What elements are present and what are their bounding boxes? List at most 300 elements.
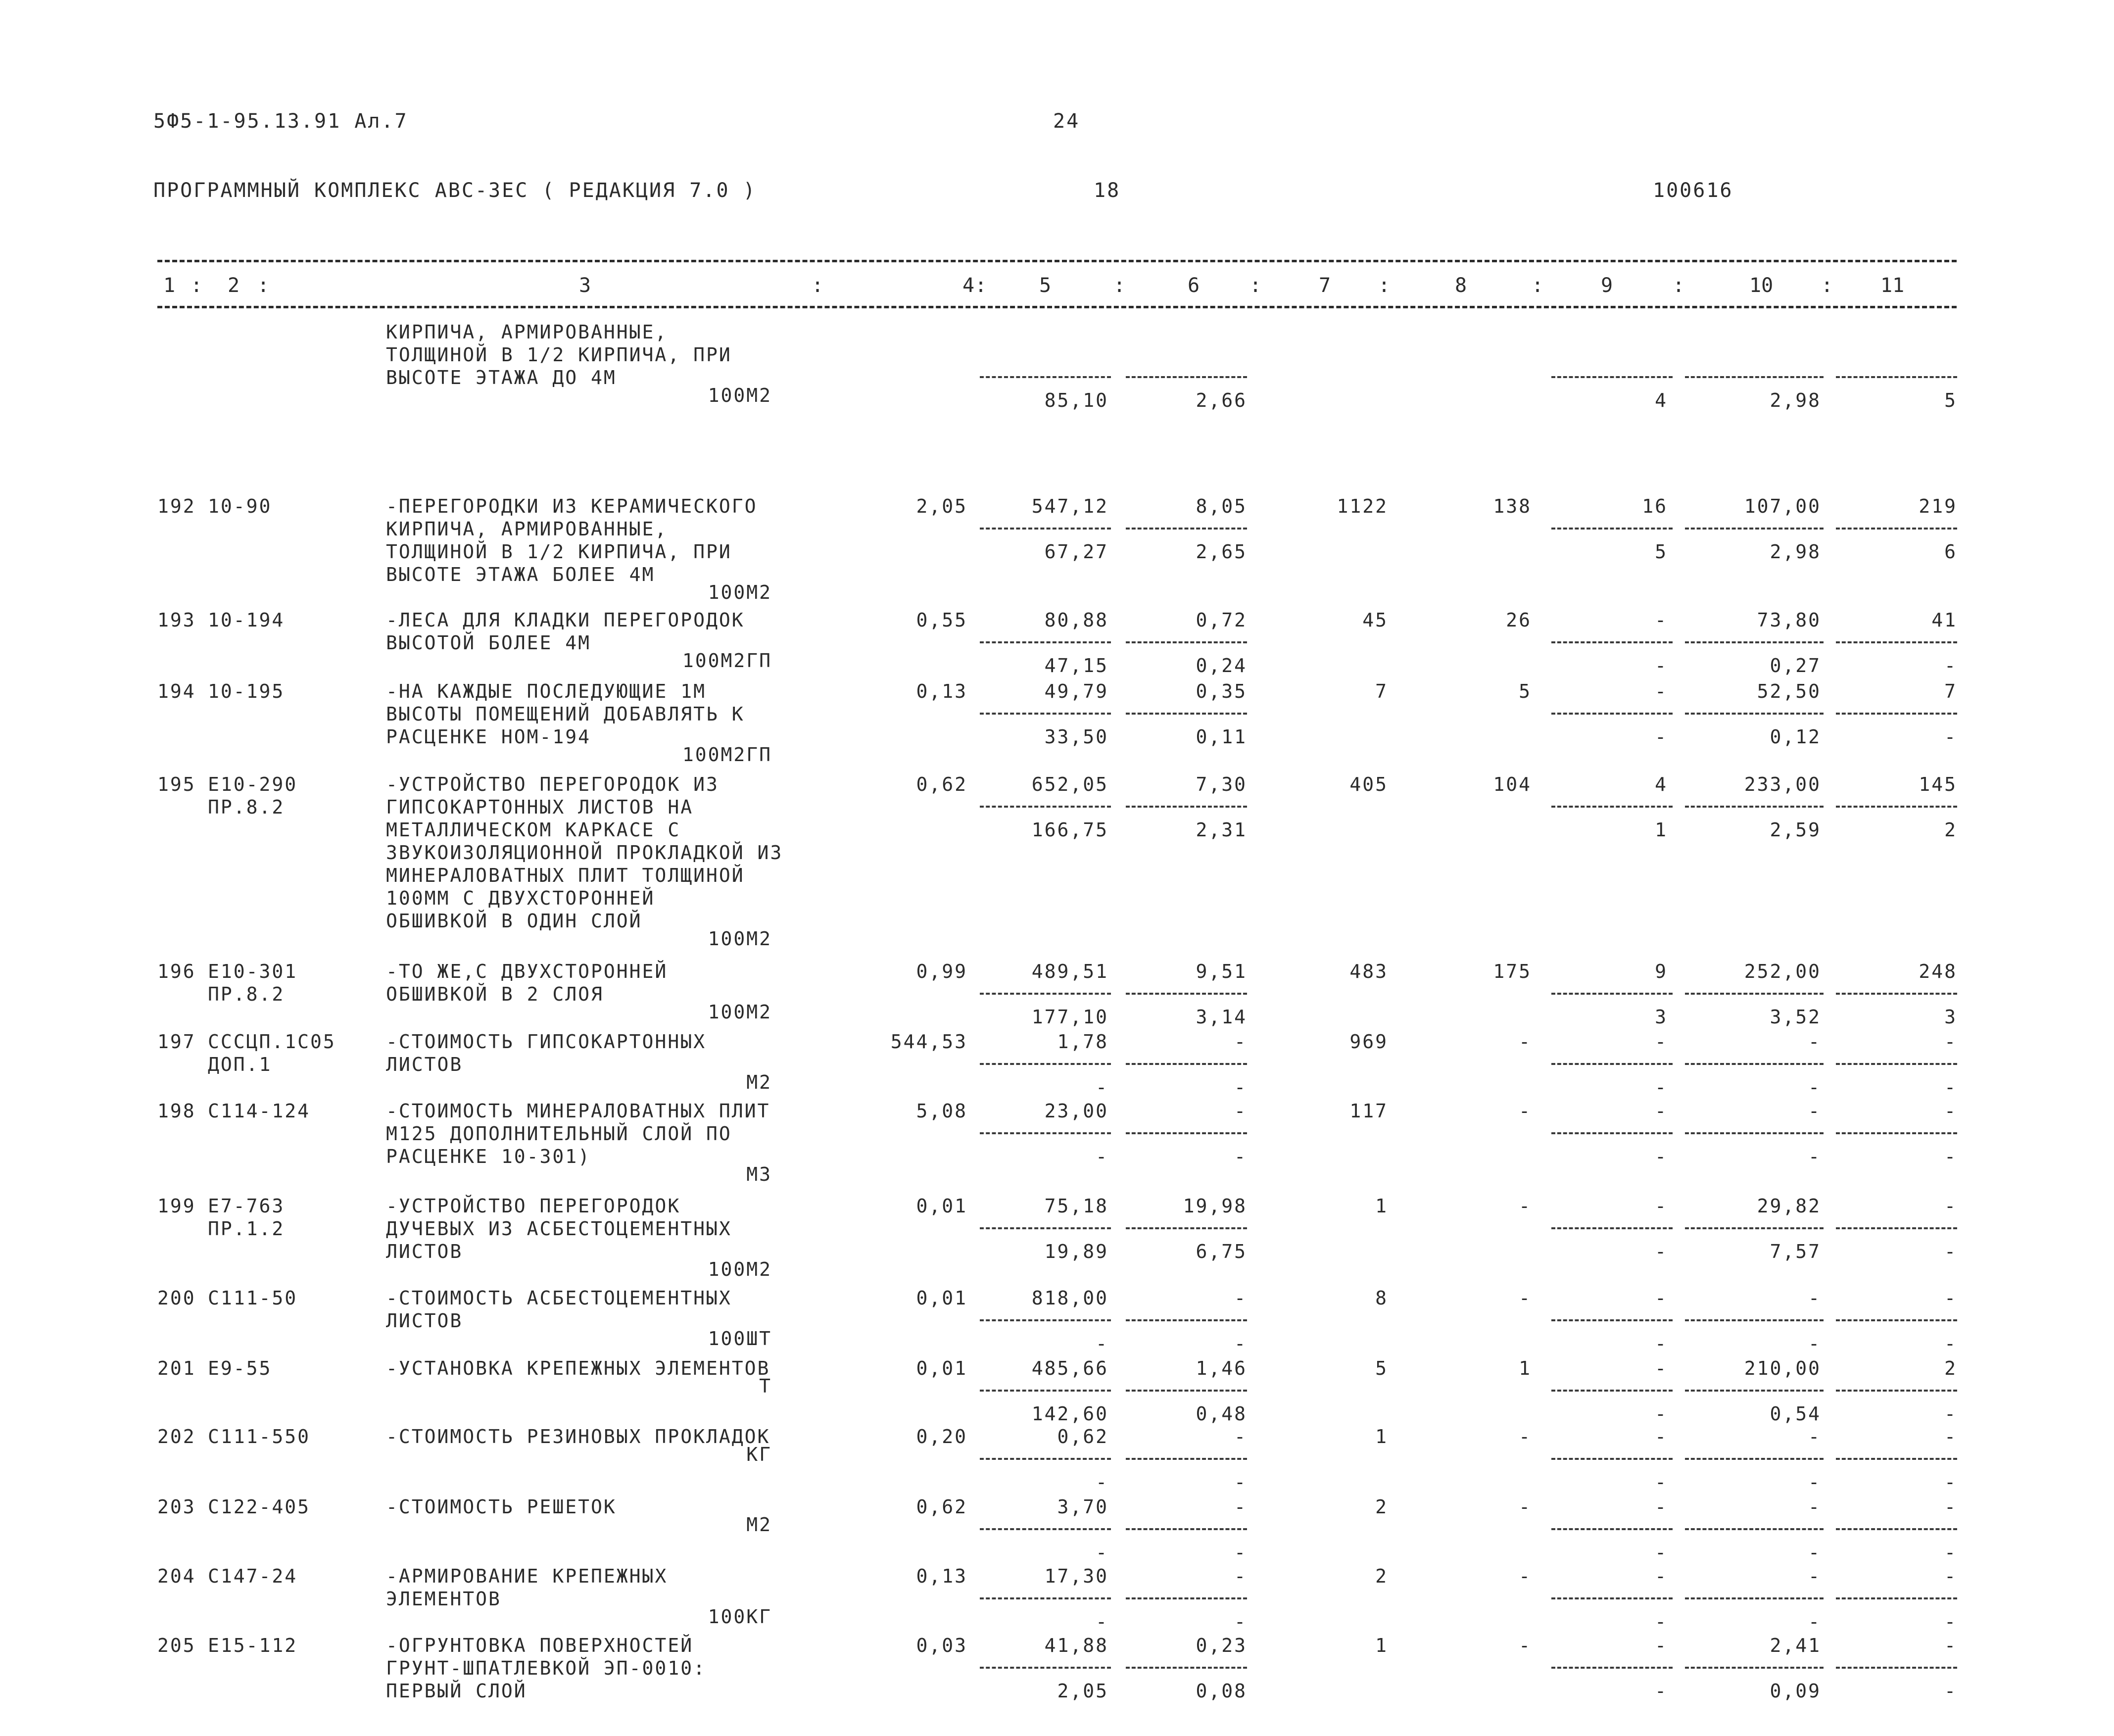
row-code: 10-194 xyxy=(208,609,285,631)
column-number-1: 1 xyxy=(163,274,176,297)
labor-value: 2,41 xyxy=(1770,1635,1821,1656)
total-wage-value: 175 xyxy=(1493,961,1532,982)
quantity-value: 0,62 xyxy=(916,1496,967,1518)
divider-c5 xyxy=(980,1667,1111,1669)
divider-c9 xyxy=(1551,1227,1673,1229)
total-labor-value: - xyxy=(1944,1426,1957,1447)
total-labor-sub-value: - xyxy=(1944,1146,1957,1167)
column-separator: : xyxy=(1378,274,1391,297)
divider-c10 xyxy=(1685,806,1824,808)
divider-c5 xyxy=(980,641,1111,643)
divider-c11 xyxy=(1836,1528,1957,1530)
row-description-line: КИРПИЧА, АРМИРОВАННЫЕ, xyxy=(386,518,668,540)
row-code: 10-90 xyxy=(208,495,272,517)
divider-c5 xyxy=(980,713,1111,715)
machine-value: - xyxy=(1655,609,1668,631)
labor-sub-value: - xyxy=(1808,1471,1821,1493)
divider-c5 xyxy=(980,1458,1111,1460)
total-wage-value: - xyxy=(1519,1195,1532,1217)
row-description-line: РАСЦЕНКЕ НОМ-194 xyxy=(386,726,591,748)
row-description-line: ВЫСОТЫ ПОМЕЩЕНИЙ ДОБАВЛЯТЬ К xyxy=(386,703,745,725)
row-description-line: ПЕРВЫЙ СЛОЙ xyxy=(386,1680,527,1702)
column-separator: : xyxy=(1673,274,1685,297)
wage-value: - xyxy=(1234,1496,1247,1518)
table-top-rule xyxy=(157,260,1957,262)
total-cost-value: 1122 xyxy=(1337,495,1388,517)
labor-sub-value: 2,98 xyxy=(1770,541,1821,563)
unit-cost-sub-value: - xyxy=(1096,1333,1108,1354)
row-unit: 100М2ГП xyxy=(682,744,772,766)
divider-c5 xyxy=(980,1227,1111,1229)
divider-c10 xyxy=(1685,1458,1824,1460)
machine-value: - xyxy=(1655,680,1668,702)
unit-cost-sub-value: - xyxy=(1096,1611,1108,1633)
row-number: 196 xyxy=(157,961,196,982)
row-number: 201 xyxy=(157,1357,196,1379)
divider-c9 xyxy=(1551,528,1673,530)
machine-value: - xyxy=(1655,1031,1668,1053)
divider-c11 xyxy=(1836,806,1957,808)
wage-value: 7,30 xyxy=(1196,773,1247,795)
row-number: 200 xyxy=(157,1287,196,1309)
machine-sub-value: - xyxy=(1655,1241,1668,1262)
labor-sub-value: 0,54 xyxy=(1770,1403,1821,1425)
row-code: С122-405 xyxy=(208,1496,311,1518)
divider-c11 xyxy=(1836,1227,1957,1229)
divider-c9 xyxy=(1551,1132,1673,1134)
divider-c6 xyxy=(1126,1667,1247,1669)
quantity-value: 2,05 xyxy=(916,495,967,517)
divider-c9 xyxy=(1551,713,1673,715)
unit-cost-value: 80,88 xyxy=(1044,609,1108,631)
labor-value: 252,00 xyxy=(1744,961,1821,982)
column-number-6: 6 xyxy=(1188,274,1200,297)
row-description-line: -СТОИМОСТЬ МИНЕРАЛОВАТНЫХ ПЛИТ xyxy=(386,1100,770,1122)
row-description-line: -ЛЕСА ДЛЯ КЛАДКИ ПЕРЕГОРОДОК xyxy=(386,609,745,631)
row-code: С111-550 xyxy=(208,1426,311,1447)
wage-value: - xyxy=(1234,1426,1247,1447)
total-labor-value: 145 xyxy=(1919,773,1957,795)
total-labor-value: - xyxy=(1944,1565,1957,1587)
wage-sub-value: 2,31 xyxy=(1196,819,1247,841)
row-unit: 100М2 xyxy=(708,385,772,406)
column-separator: : xyxy=(1821,274,1833,297)
row-description-line: -СТОИМОСТЬ АСБЕСТОЦЕМЕНТНЫХ xyxy=(386,1287,732,1309)
labor-sub-value: 2,98 xyxy=(1770,389,1821,411)
divider-c9 xyxy=(1551,1597,1673,1599)
wage-sub-value: 0,08 xyxy=(1196,1680,1247,1702)
row-code: Е10-290 ПР.8.2 xyxy=(208,773,298,818)
total-cost-value: 1 xyxy=(1375,1195,1388,1217)
total-labor-sub-value: - xyxy=(1944,1241,1957,1262)
row-description-line: 100ММ С ДВУХСТОРОННЕЙ xyxy=(386,887,655,909)
total-cost-value: 2 xyxy=(1375,1565,1388,1587)
total-labor-value: 248 xyxy=(1919,961,1957,982)
wage-sub-value: - xyxy=(1234,1146,1247,1167)
divider-c9 xyxy=(1551,806,1673,808)
divider-c10 xyxy=(1685,1597,1824,1599)
divider-c6 xyxy=(1126,713,1247,715)
total-labor-value: - xyxy=(1944,1287,1957,1309)
total-labor-sub-value: - xyxy=(1944,1333,1957,1354)
unit-cost-value: 23,00 xyxy=(1044,1100,1108,1122)
row-description-line: ЭЛЕМЕНТОВ xyxy=(386,1588,501,1610)
labor-sub-value: - xyxy=(1808,1333,1821,1354)
machine-value: - xyxy=(1655,1426,1668,1447)
machine-sub-value: - xyxy=(1655,1146,1668,1167)
total-wage-value: - xyxy=(1519,1496,1532,1518)
wage-value: 19,98 xyxy=(1183,1195,1247,1217)
row-description-line: -УСТРОЙСТВО ПЕРЕГОРОДОК xyxy=(386,1195,681,1217)
machine-value: - xyxy=(1655,1496,1668,1518)
machine-value: - xyxy=(1655,1565,1668,1587)
column-separator: : xyxy=(257,274,270,297)
labor-value: - xyxy=(1808,1287,1821,1309)
divider-c10 xyxy=(1685,1319,1824,1321)
labor-value: 52,50 xyxy=(1757,680,1821,702)
divider-c6 xyxy=(1126,1319,1247,1321)
total-labor-sub-value: 2 xyxy=(1944,819,1957,841)
column-number-4: 4 xyxy=(962,274,975,297)
divider-c10 xyxy=(1685,641,1824,643)
divider-c5 xyxy=(980,1597,1111,1599)
labor-sub-value: 2,59 xyxy=(1770,819,1821,841)
total-cost-value: 969 xyxy=(1349,1031,1388,1053)
wage-value: 0,35 xyxy=(1196,680,1247,702)
divider-c10 xyxy=(1685,1667,1824,1669)
divider-c11 xyxy=(1836,1390,1957,1392)
divider-c11 xyxy=(1836,1597,1957,1599)
labor-value: 29,82 xyxy=(1757,1195,1821,1217)
row-description-line: ОБШИВКОЙ В ОДИН СЛОЙ xyxy=(386,910,642,932)
total-wage-value: 1 xyxy=(1519,1357,1532,1379)
wage-sub-value: - xyxy=(1234,1611,1247,1633)
quantity-value: 0,01 xyxy=(916,1357,967,1379)
divider-c11 xyxy=(1836,713,1957,715)
divider-c10 xyxy=(1685,1227,1824,1229)
page-number: 24 xyxy=(1053,110,1080,133)
divider-c10 xyxy=(1685,1390,1824,1392)
quantity-value: 0,99 xyxy=(916,961,967,982)
unit-cost-value: 49,79 xyxy=(1044,680,1108,702)
machine-sub-value: - xyxy=(1655,1403,1668,1425)
labor-sub-value: 0,27 xyxy=(1770,655,1821,676)
labor-sub-value: 3,52 xyxy=(1770,1006,1821,1028)
unit-cost-sub-value: 85,10 xyxy=(1044,389,1108,411)
unit-cost-sub-value: 166,75 xyxy=(1031,819,1108,841)
unit-cost-value: 652,05 xyxy=(1031,773,1108,795)
row-code: 10-195 xyxy=(208,680,285,702)
divider-c6 xyxy=(1126,1458,1247,1460)
row-number: 202 xyxy=(157,1426,196,1447)
machine-value: - xyxy=(1655,1195,1668,1217)
divider-c10 xyxy=(1685,376,1824,378)
divider-c5 xyxy=(980,1390,1111,1392)
row-number: 194 xyxy=(157,680,196,702)
row-description-line: ЛИСТОВ xyxy=(386,1241,463,1262)
divider-c5 xyxy=(980,993,1111,995)
quantity-value: 544,53 xyxy=(890,1031,967,1053)
total-wage-value: - xyxy=(1519,1100,1532,1122)
row-number: 197 xyxy=(157,1031,196,1053)
divider-c9 xyxy=(1551,993,1673,995)
divider-c6 xyxy=(1126,641,1247,643)
total-cost-value: 117 xyxy=(1349,1100,1388,1122)
wage-sub-value: 0,11 xyxy=(1196,726,1247,748)
row-number: 205 xyxy=(157,1635,196,1656)
total-wage-value: - xyxy=(1519,1287,1532,1309)
unit-cost-sub-value: - xyxy=(1096,1542,1108,1563)
total-cost-value: 1 xyxy=(1375,1635,1388,1656)
column-number-5: 5 xyxy=(1039,274,1052,297)
total-labor-sub-value: - xyxy=(1944,726,1957,748)
total-wage-value: 104 xyxy=(1493,773,1532,795)
divider-c6 xyxy=(1126,1063,1247,1065)
wage-sub-value: 0,24 xyxy=(1196,655,1247,676)
machine-sub-value: - xyxy=(1655,726,1668,748)
row-unit: 100М2ГП xyxy=(682,650,772,672)
row-code: СССЦП.1С05 ДОП.1 xyxy=(208,1031,336,1075)
total-labor-value: - xyxy=(1944,1635,1957,1656)
column-separator: : xyxy=(1249,274,1262,297)
total-labor-sub-value: - xyxy=(1944,655,1957,676)
table-header-rule xyxy=(157,306,1957,308)
machine-value: - xyxy=(1655,1287,1668,1309)
labor-value: 107,00 xyxy=(1744,495,1821,517)
row-description-line: ВЫСОТЕ ЭТАЖА БОЛЕЕ 4М xyxy=(386,564,655,585)
total-wage-value: - xyxy=(1519,1565,1532,1587)
unit-cost-sub-value: 177,10 xyxy=(1031,1006,1108,1028)
row-number: 204 xyxy=(157,1565,196,1587)
row-description-line: ГРУНТ-ШПАТЛЕВКОЙ ЭП-0010: xyxy=(386,1657,706,1679)
row-number: 193 xyxy=(157,609,196,631)
divider-c9 xyxy=(1551,1667,1673,1669)
divider-c6 xyxy=(1126,806,1247,808)
quantity-value: 5,08 xyxy=(916,1100,967,1122)
machine-sub-value: 4 xyxy=(1655,389,1668,411)
total-labor-value: - xyxy=(1944,1496,1957,1518)
quantity-value: 0,01 xyxy=(916,1287,967,1309)
row-unit: М2 xyxy=(746,1071,772,1093)
labor-value: - xyxy=(1808,1100,1821,1122)
row-unit: М2 xyxy=(746,1514,772,1536)
row-description-line: -СТОИМОСТЬ РЕШЕТОК xyxy=(386,1496,617,1518)
total-labor-value: 7 xyxy=(1944,680,1957,702)
divider-c10 xyxy=(1685,1528,1824,1530)
wage-sub-value: - xyxy=(1234,1542,1247,1563)
divider-c6 xyxy=(1126,1528,1247,1530)
quantity-value: 0,03 xyxy=(916,1635,967,1656)
row-unit: КГ xyxy=(746,1444,772,1465)
total-labor-sub-value: - xyxy=(1944,1471,1957,1493)
unit-cost-value: 0,62 xyxy=(1057,1426,1108,1447)
wage-sub-value: - xyxy=(1234,1076,1247,1098)
quantity-value: 0,13 xyxy=(916,680,967,702)
divider-c10 xyxy=(1685,1132,1824,1134)
labor-value: - xyxy=(1808,1031,1821,1053)
divider-c11 xyxy=(1836,528,1957,530)
total-cost-value: 2 xyxy=(1375,1496,1388,1518)
total-labor-sub-value: - xyxy=(1944,1403,1957,1425)
column-number-10: 10 xyxy=(1749,274,1774,297)
total-labor-value: - xyxy=(1944,1100,1957,1122)
machine-sub-value: - xyxy=(1655,1076,1668,1098)
divider-c11 xyxy=(1836,993,1957,995)
total-cost-value: 1 xyxy=(1375,1426,1388,1447)
machine-sub-value: 3 xyxy=(1655,1006,1668,1028)
wage-value: 0,72 xyxy=(1196,609,1247,631)
row-unit: 100М2 xyxy=(708,1001,772,1023)
divider-c9 xyxy=(1551,1319,1673,1321)
divider-c11 xyxy=(1836,1667,1957,1669)
unit-cost-value: 75,18 xyxy=(1044,1195,1108,1217)
total-labor-sub-value: - xyxy=(1944,1542,1957,1563)
total-labor-value: 219 xyxy=(1919,495,1957,517)
wage-sub-value: - xyxy=(1234,1333,1247,1354)
wage-sub-value: 3,14 xyxy=(1196,1006,1247,1028)
machine-value: - xyxy=(1655,1100,1668,1122)
machine-sub-value: - xyxy=(1655,1542,1668,1563)
divider-c5 xyxy=(980,1132,1111,1134)
divider-c9 xyxy=(1551,641,1673,643)
row-description-line: -СТОИМОСТЬ ГИПСОКАРТОННЫХ xyxy=(386,1031,706,1053)
unit-cost-value: 1,78 xyxy=(1057,1031,1108,1053)
row-description-line: ЛИСТОВ xyxy=(386,1310,463,1332)
divider-c9 xyxy=(1551,1063,1673,1065)
unit-cost-sub-value: 19,89 xyxy=(1044,1241,1108,1262)
machine-value: 16 xyxy=(1642,495,1668,517)
unit-cost-sub-value: - xyxy=(1096,1076,1108,1098)
labor-sub-value: - xyxy=(1808,1611,1821,1633)
row-description-line: ДУЧЕВЫХ ИЗ АСБЕСТОЦЕМЕНТНЫХ xyxy=(386,1218,732,1240)
wage-sub-value: - xyxy=(1234,1471,1247,1493)
labor-sub-value: 7,57 xyxy=(1770,1241,1821,1262)
divider-c11 xyxy=(1836,1319,1957,1321)
row-description-line: ОБШИВКОЙ В 2 СЛОЯ xyxy=(386,983,604,1005)
divider-c6 xyxy=(1126,1597,1247,1599)
total-cost-value: 483 xyxy=(1349,961,1388,982)
divider-c10 xyxy=(1685,713,1824,715)
row-description-line: КИРПИЧА, АРМИРОВАННЫЕ, xyxy=(386,321,668,343)
row-code: С111-50 xyxy=(208,1287,298,1309)
column-number-11: 11 xyxy=(1880,274,1905,297)
wage-sub-value: 0,48 xyxy=(1196,1403,1247,1425)
quantity-value: 0,13 xyxy=(916,1565,967,1587)
row-unit: 100М2 xyxy=(708,581,772,603)
divider-c11 xyxy=(1836,376,1957,378)
unit-cost-sub-value: 33,50 xyxy=(1044,726,1108,748)
total-labor-sub-value: 6 xyxy=(1944,541,1957,563)
quantity-value: 0,01 xyxy=(916,1195,967,1217)
row-unit: 100КГ xyxy=(708,1606,772,1628)
total-wage-value: 5 xyxy=(1519,680,1532,702)
quantity-value: 0,20 xyxy=(916,1426,967,1447)
column-number-3: 3 xyxy=(579,274,591,297)
divider-c6 xyxy=(1126,993,1247,995)
row-description-line: МЕТАЛЛИЧЕСКОМ КАРКАСЕ С xyxy=(386,819,681,841)
row-description-line: РАСЦЕНКЕ 10-301) xyxy=(386,1146,591,1167)
row-unit: 100ШТ xyxy=(708,1328,772,1350)
program-title: ПРОГРАММНЫЙ КОМПЛЕКС АВС-3ЕС ( РЕДАКЦИЯ 7.0 ) xyxy=(153,179,757,202)
row-code: Е7-763 ПР.1.2 xyxy=(208,1195,285,1240)
total-labor-value: 41 xyxy=(1931,609,1957,631)
row-description-line: ВЫСОТЕ ЭТАЖА ДО 4М xyxy=(386,367,617,388)
row-description-line: -ТО ЖЕ,С ДВУХСТОРОННЕЙ xyxy=(386,961,668,982)
machine-value: - xyxy=(1655,1357,1668,1379)
total-wage-value: 138 xyxy=(1493,495,1532,517)
divider-c11 xyxy=(1836,1458,1957,1460)
unit-cost-value: 17,30 xyxy=(1044,1565,1108,1587)
total-labor-sub-value: 3 xyxy=(1944,1006,1957,1028)
total-labor-value: - xyxy=(1944,1031,1957,1053)
labor-value: - xyxy=(1808,1496,1821,1518)
total-cost-value: 8 xyxy=(1375,1287,1388,1309)
unit-cost-value: 41,88 xyxy=(1044,1635,1108,1656)
unit-cost-sub-value: 2,05 xyxy=(1057,1680,1108,1702)
divider-c11 xyxy=(1836,1132,1957,1134)
row-code: Е9-55 xyxy=(208,1357,272,1379)
column-separator: : xyxy=(975,274,987,297)
row-code: С114-124 xyxy=(208,1100,311,1122)
unit-cost-sub-value: - xyxy=(1096,1471,1108,1493)
total-wage-value: - xyxy=(1519,1031,1532,1053)
machine-sub-value: - xyxy=(1655,655,1668,676)
divider-c5 xyxy=(980,1063,1111,1065)
divider-c5 xyxy=(980,528,1111,530)
divider-c5 xyxy=(980,806,1111,808)
column-number-2: 2 xyxy=(228,274,240,297)
wage-sub-value: 2,66 xyxy=(1196,389,1247,411)
row-number: 195 xyxy=(157,773,196,795)
doc-code: 5Ф5-1-95.13.91 Ал.7 xyxy=(153,110,408,133)
labor-sub-value: - xyxy=(1808,1076,1821,1098)
machine-sub-value: 5 xyxy=(1655,541,1668,563)
unit-cost-value: 3,70 xyxy=(1057,1496,1108,1518)
divider-c11 xyxy=(1836,1063,1957,1065)
sheet-number: 18 xyxy=(1094,179,1121,202)
column-separator: : xyxy=(812,274,824,297)
row-unit: 100М2 xyxy=(708,1258,772,1280)
row-description-line: ТОЛЩИНОЙ В 1/2 КИРПИЧА, ПРИ xyxy=(386,344,732,366)
divider-c9 xyxy=(1551,1390,1673,1392)
row-description-line: ГИПСОКАРТОННЫХ ЛИСТОВ НА xyxy=(386,796,694,818)
total-wage-value: - xyxy=(1519,1635,1532,1656)
row-description-line: -НА КАЖДЫЕ ПОСЛЕДУЮЩИЕ 1М xyxy=(386,680,706,702)
machine-sub-value: 1 xyxy=(1655,819,1668,841)
row-number: 198 xyxy=(157,1100,196,1122)
divider-c10 xyxy=(1685,528,1824,530)
total-cost-value: 45 xyxy=(1362,609,1388,631)
row-number: 192 xyxy=(157,495,196,517)
machine-sub-value: - xyxy=(1655,1471,1668,1493)
divider-c6 xyxy=(1126,376,1247,378)
column-separator: : xyxy=(1113,274,1126,297)
divider-c5 xyxy=(980,1528,1111,1530)
wage-value: - xyxy=(1234,1287,1247,1309)
wage-value: 9,51 xyxy=(1196,961,1247,982)
machine-sub-value: - xyxy=(1655,1680,1668,1702)
wage-value: - xyxy=(1234,1565,1247,1587)
divider-c11 xyxy=(1836,641,1957,643)
divider-c10 xyxy=(1685,993,1824,995)
row-description-line: МИНЕРАЛОВАТНЫХ ПЛИТ ТОЛЩИНОЙ xyxy=(386,865,745,886)
divider-c9 xyxy=(1551,1528,1673,1530)
row-description-line: -ПЕРЕГОРОДКИ ИЗ КЕРАМИЧЕСКОГО xyxy=(386,495,758,517)
row-description-line: ВЫСОТОЙ БОЛЕЕ 4М xyxy=(386,632,591,654)
row-description-line: -АРМИРОВАНИЕ КРЕПЕЖНЫХ xyxy=(386,1565,668,1587)
column-separator: : xyxy=(191,274,203,297)
machine-value: 4 xyxy=(1655,773,1668,795)
